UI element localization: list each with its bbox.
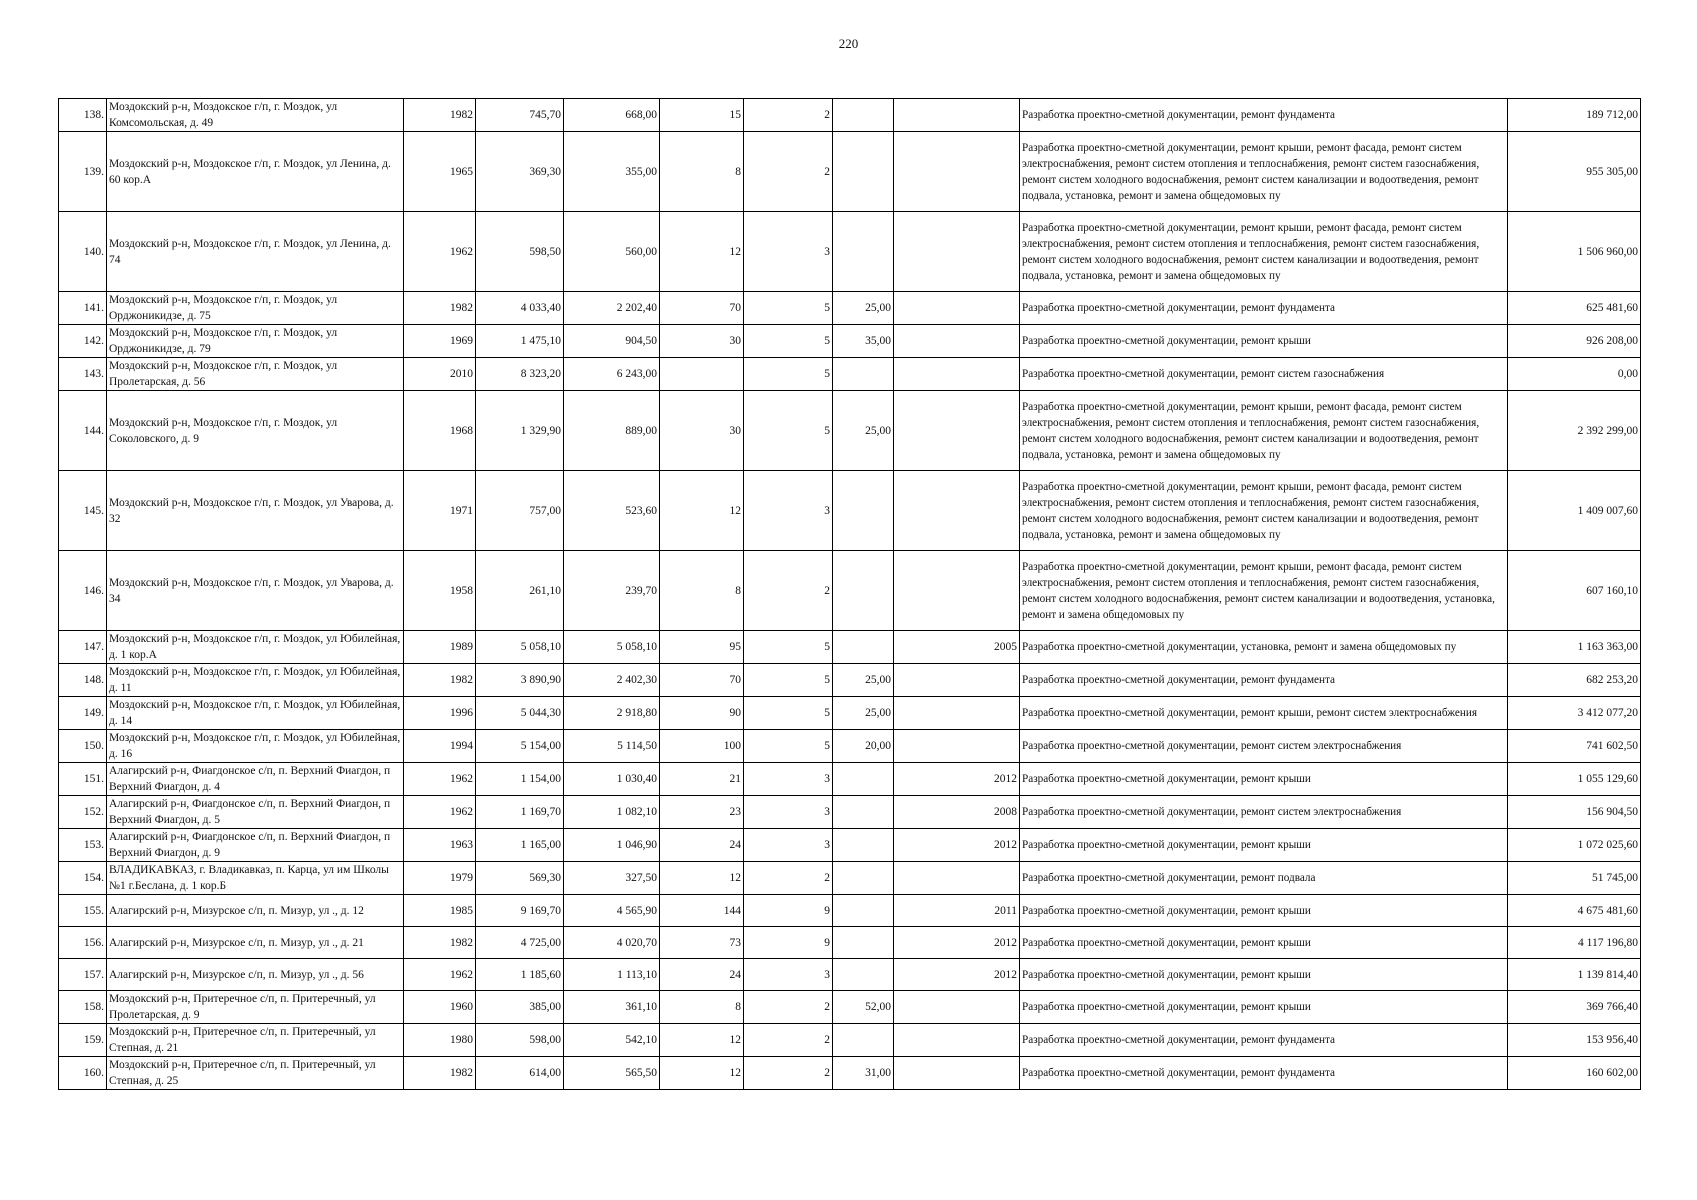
last-repair-year-cell: 2012	[894, 763, 1020, 796]
total-area-cell: 598,00	[476, 1024, 564, 1057]
works-description-cell: Разработка проектно-сметной документации, ремонт крыши	[1020, 927, 1508, 959]
total-area-cell: 261,10	[476, 551, 564, 631]
table-row	[59, 697, 1641, 730]
residents-cell: 30	[660, 325, 744, 358]
last-repair-year-cell	[894, 664, 1020, 697]
residents-cell: 95	[660, 631, 744, 664]
address-cell: Моздокский р-н, Притеречное с/п, п. Притеречный, ул Степная, д. 25	[107, 1057, 404, 1090]
cost-cell: 625 481,60	[1508, 292, 1641, 325]
wear-percent-cell	[833, 862, 894, 895]
table-row	[59, 829, 1641, 862]
living-area-cell: 355,00	[564, 132, 660, 212]
table-row	[59, 862, 1641, 895]
residents-cell: 30	[660, 391, 744, 471]
build-year-cell: 1962	[404, 959, 476, 991]
table-row	[59, 895, 1641, 927]
address-cell: Алагирский р-н, Фиагдонское с/п, п. Верхний Фиагдон, п Верхний Фиагдон, д. 4	[107, 763, 404, 796]
last-repair-year-cell	[894, 99, 1020, 132]
works-description-cell: Разработка проектно-сметной документации, ремонт крыши	[1020, 829, 1508, 862]
wear-percent-cell	[833, 829, 894, 862]
total-area-cell: 1 329,90	[476, 391, 564, 471]
total-area-cell: 745,70	[476, 99, 564, 132]
total-area-cell: 757,00	[476, 471, 564, 551]
build-year-cell: 1985	[404, 895, 476, 927]
living-area-cell: 1 030,40	[564, 763, 660, 796]
works-description-cell: Разработка проектно-сметной документации, ремонт крыши	[1020, 763, 1508, 796]
floors-cell: 9	[744, 895, 833, 927]
floors-cell: 3	[744, 829, 833, 862]
residents-cell: 12	[660, 862, 744, 895]
wear-percent-cell	[833, 212, 894, 292]
wear-percent-cell	[833, 358, 894, 391]
residents-cell: 144	[660, 895, 744, 927]
cost-cell: 1 506 960,00	[1508, 212, 1641, 292]
address-cell: Моздокский р-н, Моздокское г/п, г. Моздок, ул Уварова, д. 34	[107, 551, 404, 631]
build-year-cell: 1982	[404, 664, 476, 697]
last-repair-year-cell: 2011	[894, 895, 1020, 927]
wear-percent-cell	[833, 551, 894, 631]
works-description-cell: Разработка проектно-сметной документации, ремонт крыши, ремонт систем электроснабжения	[1020, 697, 1508, 730]
address-cell: Алагирский р-н, Мизурское с/п, п. Мизур, ул ., д. 21	[107, 927, 404, 959]
wear-percent-cell	[833, 631, 894, 664]
floors-cell: 5	[744, 325, 833, 358]
floors-cell: 3	[744, 796, 833, 829]
total-area-cell: 8 323,20	[476, 358, 564, 391]
address-cell: Алагирский р-н, Мизурское с/п, п. Мизур, ул ., д. 56	[107, 959, 404, 991]
table-row	[59, 212, 1641, 292]
row-number-cell: 144.	[59, 391, 107, 471]
total-area-cell: 598,50	[476, 212, 564, 292]
works-description-cell: Разработка проектно-сметной документации, ремонт фундамента	[1020, 1024, 1508, 1057]
cost-cell: 1 072 025,60	[1508, 829, 1641, 862]
works-description-cell: Разработка проектно-сметной документации, ремонт крыши	[1020, 991, 1508, 1024]
residents-cell: 8	[660, 991, 744, 1024]
build-year-cell: 1963	[404, 829, 476, 862]
last-repair-year-cell: 2012	[894, 829, 1020, 862]
address-cell: Алагирский р-н, Фиагдонское с/п, п. Верхний Фиагдон, п Верхний Фиагдон, д. 5	[107, 796, 404, 829]
table-row	[59, 292, 1641, 325]
works-description-cell: Разработка проектно-сметной документации, ремонт крыши, ремонт фасада, ремонт систем электроснабжения, ремонт систем отопления и теплоснабжения, ремонт систем газоснабжения, ремонт систем холодного водоснабжения, ремонт систем канализации и водоотведения, ремонт подвала, установка, ремонт и замена общедомовых пу	[1020, 212, 1508, 292]
last-repair-year-cell	[894, 471, 1020, 551]
last-repair-year-cell	[894, 132, 1020, 212]
last-repair-year-cell	[894, 292, 1020, 325]
address-cell: Моздокский р-н, Моздокское г/п, г. Моздок, ул Комсомольская, д. 49	[107, 99, 404, 132]
living-area-cell: 2 402,30	[564, 664, 660, 697]
address-cell: Моздокский р-н, Моздокское г/п, г. Моздок, ул Юбилейная, д. 16	[107, 730, 404, 763]
build-year-cell: 1965	[404, 132, 476, 212]
living-area-cell: 1 082,10	[564, 796, 660, 829]
row-number-cell: 160.	[59, 1057, 107, 1090]
floors-cell: 3	[744, 959, 833, 991]
wear-percent-cell: 52,00	[833, 991, 894, 1024]
address-cell: Моздокский р-н, Моздокское г/п, г. Моздок, ул Юбилейная, д. 11	[107, 664, 404, 697]
row-number-cell: 152.	[59, 796, 107, 829]
residents-cell: 15	[660, 99, 744, 132]
address-cell: Алагирский р-н, Мизурское с/п, п. Мизур, ул ., д. 12	[107, 895, 404, 927]
works-description-cell: Разработка проектно-сметной документации, ремонт систем электроснабжения	[1020, 796, 1508, 829]
table-row	[59, 391, 1641, 471]
build-year-cell: 1982	[404, 292, 476, 325]
floors-cell: 5	[744, 391, 833, 471]
address-cell: Моздокский р-н, Притеречное с/п, п. Притеречный, ул Пролетарская, д. 9	[107, 991, 404, 1024]
total-area-cell: 1 169,70	[476, 796, 564, 829]
row-number-cell: 143.	[59, 358, 107, 391]
living-area-cell: 542,10	[564, 1024, 660, 1057]
total-area-cell: 4 033,40	[476, 292, 564, 325]
living-area-cell: 239,70	[564, 551, 660, 631]
total-area-cell: 5 044,30	[476, 697, 564, 730]
wear-percent-cell: 35,00	[833, 325, 894, 358]
last-repair-year-cell	[894, 697, 1020, 730]
table-row	[59, 796, 1641, 829]
address-cell: Алагирский р-н, Фиагдонское с/п, п. Верхний Фиагдон, п Верхний Фиагдон, д. 9	[107, 829, 404, 862]
residents-cell: 70	[660, 292, 744, 325]
build-year-cell: 1989	[404, 631, 476, 664]
works-description-cell: Разработка проектно-сметной документации, ремонт фундамента	[1020, 292, 1508, 325]
cost-cell: 3 412 077,20	[1508, 697, 1641, 730]
row-number-cell: 139.	[59, 132, 107, 212]
living-area-cell: 889,00	[564, 391, 660, 471]
cost-cell: 189 712,00	[1508, 99, 1641, 132]
wear-percent-cell	[833, 1024, 894, 1057]
works-description-cell: Разработка проектно-сметной документации, ремонт крыши, ремонт фасада, ремонт систем электроснабжения, ремонт систем отопления и теплоснабжения, ремонт систем газоснабжения, ремонт систем холодного водоснабжения, ремонт систем канализации и водоотведения, установка, ремонт и замена общедомовых пу	[1020, 551, 1508, 631]
cost-cell: 1 139 814,40	[1508, 959, 1641, 991]
address-cell: Моздокский р-н, Моздокское г/п, г. Моздок, ул Юбилейная, д. 14	[107, 697, 404, 730]
cost-cell: 607 160,10	[1508, 551, 1641, 631]
residents-cell	[660, 358, 744, 391]
row-number-cell: 140.	[59, 212, 107, 292]
address-cell: Моздокский р-н, Моздокское г/п, г. Моздок, ул Орджоникидзе, д. 75	[107, 292, 404, 325]
total-area-cell: 5 058,10	[476, 631, 564, 664]
residents-cell: 23	[660, 796, 744, 829]
build-year-cell: 1994	[404, 730, 476, 763]
last-repair-year-cell	[894, 1057, 1020, 1090]
floors-cell: 3	[744, 763, 833, 796]
total-area-cell: 369,30	[476, 132, 564, 212]
total-area-cell: 4 725,00	[476, 927, 564, 959]
works-description-cell: Разработка проектно-сметной документации, ремонт фундамента	[1020, 1057, 1508, 1090]
total-area-cell: 1 185,60	[476, 959, 564, 991]
row-number-cell: 138.	[59, 99, 107, 132]
works-description-cell: Разработка проектно-сметной документации, ремонт крыши	[1020, 895, 1508, 927]
living-area-cell: 523,60	[564, 471, 660, 551]
wear-percent-cell	[833, 763, 894, 796]
cost-cell: 926 208,00	[1508, 325, 1641, 358]
wear-percent-cell: 31,00	[833, 1057, 894, 1090]
address-cell: ВЛАДИКАВКАЗ, г. Владикавказ, п. Карца, ул им Школы №1 г.Беслана, д. 1 кор.Б	[107, 862, 404, 895]
build-year-cell: 1971	[404, 471, 476, 551]
total-area-cell: 614,00	[476, 1057, 564, 1090]
living-area-cell: 2 202,40	[564, 292, 660, 325]
table-row	[59, 763, 1641, 796]
living-area-cell: 1 113,10	[564, 959, 660, 991]
floors-cell: 5	[744, 358, 833, 391]
build-year-cell: 1982	[404, 99, 476, 132]
wear-percent-cell: 25,00	[833, 664, 894, 697]
works-description-cell: Разработка проектно-сметной документации, ремонт крыши, ремонт фасада, ремонт систем электроснабжения, ремонт систем отопления и теплоснабжения, ремонт систем газоснабжения, ремонт систем холодного водоснабжения, ремонт систем канализации и водоотведения, ремонт подвала, установка, ремонт и замена общедомовых пу	[1020, 132, 1508, 212]
wear-percent-cell: 25,00	[833, 697, 894, 730]
works-description-cell: Разработка проектно-сметной документации, ремонт систем электроснабжения	[1020, 730, 1508, 763]
residents-cell: 8	[660, 132, 744, 212]
table-row	[59, 132, 1641, 212]
row-number-cell: 157.	[59, 959, 107, 991]
floors-cell: 2	[744, 991, 833, 1024]
living-area-cell: 327,50	[564, 862, 660, 895]
floors-cell: 2	[744, 551, 833, 631]
row-number-cell: 141.	[59, 292, 107, 325]
floors-cell: 2	[744, 1057, 833, 1090]
living-area-cell: 361,10	[564, 991, 660, 1024]
total-area-cell: 385,00	[476, 991, 564, 1024]
residents-cell: 12	[660, 1024, 744, 1057]
row-number-cell: 159.	[59, 1024, 107, 1057]
last-repair-year-cell	[894, 391, 1020, 471]
works-description-cell: Разработка проектно-сметной документации, установка, ремонт и замена общедомовых пу	[1020, 631, 1508, 664]
row-number-cell: 158.	[59, 991, 107, 1024]
table-row	[59, 959, 1641, 991]
build-year-cell: 1982	[404, 1057, 476, 1090]
living-area-cell: 6 243,00	[564, 358, 660, 391]
table-row	[59, 664, 1641, 697]
wear-percent-cell	[833, 471, 894, 551]
wear-percent-cell	[833, 959, 894, 991]
last-repair-year-cell: 2005	[894, 631, 1020, 664]
table-row	[59, 551, 1641, 631]
table-row	[59, 325, 1641, 358]
cost-cell: 2 392 299,00	[1508, 391, 1641, 471]
row-number-cell: 146.	[59, 551, 107, 631]
wear-percent-cell: 25,00	[833, 292, 894, 325]
page-number: 220	[838, 36, 859, 51]
wear-percent-cell	[833, 796, 894, 829]
residents-cell: 24	[660, 959, 744, 991]
wear-percent-cell	[833, 132, 894, 212]
build-year-cell: 1962	[404, 212, 476, 292]
table-row	[59, 1024, 1641, 1057]
address-cell: Моздокский р-н, Моздокское г/п, г. Моздок, ул Орджоникидзе, д. 79	[107, 325, 404, 358]
cost-cell: 0,00	[1508, 358, 1641, 391]
floors-cell: 9	[744, 927, 833, 959]
living-area-cell: 565,50	[564, 1057, 660, 1090]
build-year-cell: 1962	[404, 796, 476, 829]
repair-program-table	[58, 98, 1641, 1090]
floors-cell: 5	[744, 664, 833, 697]
total-area-cell: 1 475,10	[476, 325, 564, 358]
row-number-cell: 156.	[59, 927, 107, 959]
living-area-cell: 560,00	[564, 212, 660, 292]
row-number-cell: 153.	[59, 829, 107, 862]
works-description-cell: Разработка проектно-сметной документации, ремонт крыши, ремонт фасада, ремонт систем электроснабжения, ремонт систем отопления и теплоснабжения, ремонт систем газоснабжения, ремонт систем холодного водоснабжения, ремонт систем канализации и водоотведения, ремонт подвала, установка, ремонт и замена общедомовых пу	[1020, 471, 1508, 551]
works-description-cell: Разработка проектно-сметной документации, ремонт систем газоснабжения	[1020, 358, 1508, 391]
works-description-cell: Разработка проектно-сметной документации, ремонт фундамента	[1020, 99, 1508, 132]
row-number-cell: 151.	[59, 763, 107, 796]
last-repair-year-cell	[894, 212, 1020, 292]
total-area-cell: 3 890,90	[476, 664, 564, 697]
cost-cell: 51 745,00	[1508, 862, 1641, 895]
residents-cell: 70	[660, 664, 744, 697]
floors-cell: 2	[744, 1024, 833, 1057]
cost-cell: 4 675 481,60	[1508, 895, 1641, 927]
last-repair-year-cell: 2008	[894, 796, 1020, 829]
floors-cell: 5	[744, 292, 833, 325]
build-year-cell: 1979	[404, 862, 476, 895]
row-number-cell: 155.	[59, 895, 107, 927]
address-cell: Моздокский р-н, Притеречное с/п, п. Притеречный, ул Степная, д. 21	[107, 1024, 404, 1057]
last-repair-year-cell	[894, 325, 1020, 358]
floors-cell: 2	[744, 132, 833, 212]
build-year-cell: 1980	[404, 1024, 476, 1057]
living-area-cell: 4 020,70	[564, 927, 660, 959]
row-number-cell: 150.	[59, 730, 107, 763]
living-area-cell: 5 058,10	[564, 631, 660, 664]
cost-cell: 1 409 007,60	[1508, 471, 1641, 551]
cost-cell: 741 602,50	[1508, 730, 1641, 763]
address-cell: Моздокский р-н, Моздокское г/п, г. Моздок, ул Уварова, д. 32	[107, 471, 404, 551]
cost-cell: 156 904,50	[1508, 796, 1641, 829]
cost-cell: 369 766,40	[1508, 991, 1641, 1024]
living-area-cell: 904,50	[564, 325, 660, 358]
table-row	[59, 991, 1641, 1024]
last-repair-year-cell: 2012	[894, 927, 1020, 959]
row-number-cell: 149.	[59, 697, 107, 730]
table-row	[59, 99, 1641, 132]
residents-cell: 100	[660, 730, 744, 763]
residents-cell: 73	[660, 927, 744, 959]
living-area-cell: 5 114,50	[564, 730, 660, 763]
floors-cell: 2	[744, 99, 833, 132]
residents-cell: 12	[660, 1057, 744, 1090]
build-year-cell: 1969	[404, 325, 476, 358]
cost-cell: 955 305,00	[1508, 132, 1641, 212]
address-cell: Моздокский р-н, Моздокское г/п, г. Моздок, ул Ленина, д. 60 кор.А	[107, 132, 404, 212]
row-number-cell: 142.	[59, 325, 107, 358]
living-area-cell: 2 918,80	[564, 697, 660, 730]
build-year-cell: 2010	[404, 358, 476, 391]
living-area-cell: 668,00	[564, 99, 660, 132]
living-area-cell: 1 046,90	[564, 829, 660, 862]
cost-cell: 160 602,00	[1508, 1057, 1641, 1090]
works-description-cell: Разработка проектно-сметной документации, ремонт фундамента	[1020, 664, 1508, 697]
floors-cell: 5	[744, 697, 833, 730]
residents-cell: 8	[660, 551, 744, 631]
wear-percent-cell	[833, 895, 894, 927]
living-area-cell: 4 565,90	[564, 895, 660, 927]
floors-cell: 2	[744, 862, 833, 895]
row-number-cell: 154.	[59, 862, 107, 895]
works-description-cell: Разработка проектно-сметной документации, ремонт крыши	[1020, 325, 1508, 358]
wear-percent-cell	[833, 927, 894, 959]
floors-cell: 3	[744, 471, 833, 551]
cost-cell: 4 117 196,80	[1508, 927, 1641, 959]
table-row	[59, 631, 1641, 664]
cost-cell: 1 055 129,60	[1508, 763, 1641, 796]
last-repair-year-cell	[894, 551, 1020, 631]
works-description-cell: Разработка проектно-сметной документации, ремонт крыши	[1020, 959, 1508, 991]
residents-cell: 90	[660, 697, 744, 730]
row-number-cell: 148.	[59, 664, 107, 697]
address-cell: Моздокский р-н, Моздокское г/п, г. Моздок, ул Пролетарская, д. 56	[107, 358, 404, 391]
total-area-cell: 5 154,00	[476, 730, 564, 763]
address-cell: Моздокский р-н, Моздокское г/п, г. Моздок, ул Юбилейная, д. 1 кор.А	[107, 631, 404, 664]
works-description-cell: Разработка проектно-сметной документации, ремонт крыши, ремонт фасада, ремонт систем электроснабжения, ремонт систем отопления и теплоснабжения, ремонт систем газоснабжения, ремонт систем холодного водоснабжения, ремонт систем канализации и водоотведения, ремонт подвала, установка, ремонт и замена общедомовых пу	[1020, 391, 1508, 471]
residents-cell: 12	[660, 212, 744, 292]
residents-cell: 24	[660, 829, 744, 862]
table-body	[59, 99, 1641, 1090]
last-repair-year-cell	[894, 1024, 1020, 1057]
last-repair-year-cell	[894, 730, 1020, 763]
total-area-cell: 1 154,00	[476, 763, 564, 796]
build-year-cell: 1982	[404, 927, 476, 959]
residents-cell: 21	[660, 763, 744, 796]
total-area-cell: 569,30	[476, 862, 564, 895]
build-year-cell: 1960	[404, 991, 476, 1024]
total-area-cell: 1 165,00	[476, 829, 564, 862]
cost-cell: 1 163 363,00	[1508, 631, 1641, 664]
table-row	[59, 927, 1641, 959]
floors-cell: 3	[744, 212, 833, 292]
wear-percent-cell	[833, 99, 894, 132]
table-row	[59, 730, 1641, 763]
works-description-cell: Разработка проектно-сметной документации, ремонт подвала	[1020, 862, 1508, 895]
build-year-cell: 1962	[404, 763, 476, 796]
wear-percent-cell: 25,00	[833, 391, 894, 471]
build-year-cell: 1958	[404, 551, 476, 631]
build-year-cell: 1996	[404, 697, 476, 730]
total-area-cell: 9 169,70	[476, 895, 564, 927]
table-row	[59, 471, 1641, 551]
table-row	[59, 358, 1641, 391]
last-repair-year-cell: 2012	[894, 959, 1020, 991]
table-row	[59, 1057, 1641, 1090]
build-year-cell: 1968	[404, 391, 476, 471]
address-cell: Моздокский р-н, Моздокское г/п, г. Моздок, ул Ленина, д. 74	[107, 212, 404, 292]
address-cell: Моздокский р-н, Моздокское г/п, г. Моздок, ул Соколовского, д. 9	[107, 391, 404, 471]
residents-cell: 12	[660, 471, 744, 551]
row-number-cell: 145.	[59, 471, 107, 551]
wear-percent-cell: 20,00	[833, 730, 894, 763]
cost-cell: 153 956,40	[1508, 1024, 1641, 1057]
cost-cell: 682 253,20	[1508, 664, 1641, 697]
last-repair-year-cell	[894, 991, 1020, 1024]
last-repair-year-cell	[894, 862, 1020, 895]
floors-cell: 5	[744, 730, 833, 763]
last-repair-year-cell	[894, 358, 1020, 391]
floors-cell: 5	[744, 631, 833, 664]
row-number-cell: 147.	[59, 631, 107, 664]
